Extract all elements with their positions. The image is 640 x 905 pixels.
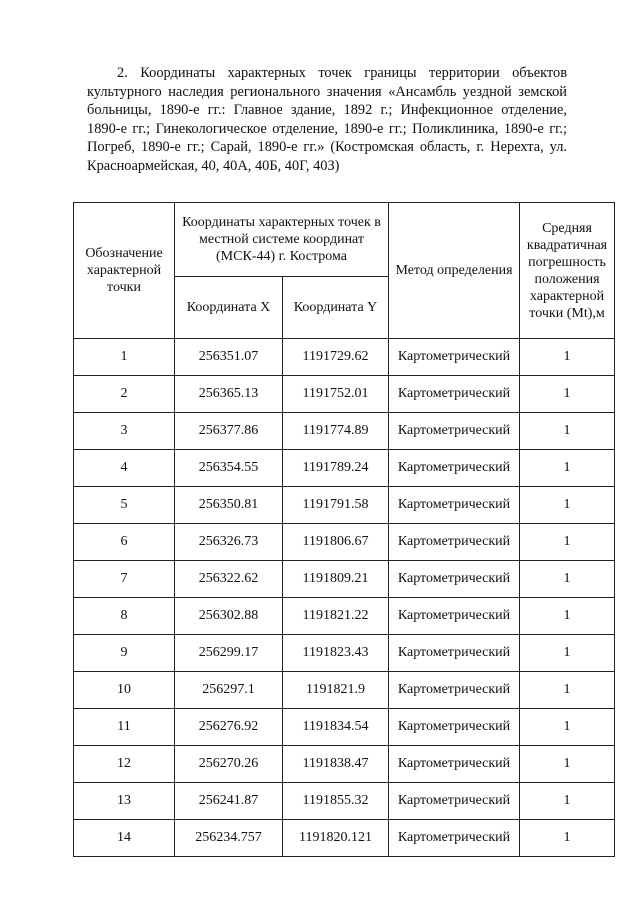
cell-point: 14 <box>74 820 175 857</box>
cell-point: 9 <box>74 635 175 672</box>
table-row <box>74 672 615 709</box>
cell-error: 1 <box>520 598 615 635</box>
cell-method: Картометрический <box>389 487 520 524</box>
cell-method: Картометрический <box>389 746 520 783</box>
cell-coord-x: 256354.55 <box>175 450 283 487</box>
table-row <box>74 746 615 783</box>
section-heading <box>87 64 567 176</box>
coordinates-table <box>73 202 615 857</box>
cell-coord-y: 1191823.43 <box>283 635 389 672</box>
cell-method: Картометрический <box>389 376 520 413</box>
cell-coord-x: 256241.87 <box>175 783 283 820</box>
table-row <box>74 376 615 413</box>
cell-coord-x: 256297.1 <box>175 672 283 709</box>
cell-error: 1 <box>520 561 615 598</box>
cell-error: 1 <box>520 746 615 783</box>
cell-coord-y: 1191838.47 <box>283 746 389 783</box>
cell-error: 1 <box>520 524 615 561</box>
cell-coord-y: 1191855.32 <box>283 783 389 820</box>
cell-method: Картометрический <box>389 820 520 857</box>
cell-coord-y: 1191806.67 <box>283 524 389 561</box>
cell-method: Картометрический <box>389 339 520 376</box>
header-method: Метод определения <box>389 203 520 339</box>
cell-point: 3 <box>74 413 175 450</box>
cell-coord-y: 1191809.21 <box>283 561 389 598</box>
cell-point: 10 <box>74 672 175 709</box>
cell-point: 4 <box>74 450 175 487</box>
cell-coord-y: 1191821.9 <box>283 672 389 709</box>
header-point: Обозначение характерной точки <box>74 203 175 339</box>
cell-coord-y: 1191774.89 <box>283 413 389 450</box>
cell-error: 1 <box>520 820 615 857</box>
table-row <box>74 598 615 635</box>
cell-method: Картометрический <box>389 598 520 635</box>
cell-method: Картометрический <box>389 672 520 709</box>
cell-point: 1 <box>74 339 175 376</box>
cell-error: 1 <box>520 672 615 709</box>
cell-error: 1 <box>520 635 615 672</box>
cell-point: 8 <box>74 598 175 635</box>
cell-point: 6 <box>74 524 175 561</box>
cell-coord-x: 256322.62 <box>175 561 283 598</box>
cell-error: 1 <box>520 783 615 820</box>
header-coord-x: Координата X <box>175 277 283 339</box>
cell-coord-x: 256377.86 <box>175 413 283 450</box>
cell-method: Картометрический <box>389 783 520 820</box>
cell-coord-x: 256350.81 <box>175 487 283 524</box>
cell-point: 5 <box>74 487 175 524</box>
cell-point: 7 <box>74 561 175 598</box>
cell-coord-x: 256365.13 <box>175 376 283 413</box>
cell-coord-x: 256299.17 <box>175 635 283 672</box>
cell-coord-y: 1191729.62 <box>283 339 389 376</box>
cell-coord-x: 256302.88 <box>175 598 283 635</box>
heading-number: 2. <box>117 65 128 81</box>
cell-point: 11 <box>74 709 175 746</box>
cell-coord-x: 256234.757 <box>175 820 283 857</box>
cell-coord-x: 256270.26 <box>175 746 283 783</box>
table-body <box>74 339 615 857</box>
cell-coord-y: 1191821.22 <box>283 598 389 635</box>
table-row <box>74 450 615 487</box>
table-row <box>74 709 615 746</box>
cell-method: Картометрический <box>389 450 520 487</box>
cell-error: 1 <box>520 709 615 746</box>
table-row <box>74 487 615 524</box>
cell-error: 1 <box>520 450 615 487</box>
header-coords-group: Координаты характерных точек в местной системе координат (МСК-44) г. Кострома <box>175 203 389 277</box>
cell-method: Картометрический <box>389 709 520 746</box>
table-row <box>74 339 615 376</box>
cell-coord-x: 256276.92 <box>175 709 283 746</box>
cell-method: Картометрический <box>389 524 520 561</box>
header-coord-y: Координата Y <box>283 277 389 339</box>
cell-coord-x: 256326.73 <box>175 524 283 561</box>
cell-coord-y: 1191789.24 <box>283 450 389 487</box>
cell-method: Картометрический <box>389 561 520 598</box>
cell-coord-y: 1191791.58 <box>283 487 389 524</box>
cell-point: 12 <box>74 746 175 783</box>
table-row <box>74 635 615 672</box>
cell-point: 2 <box>74 376 175 413</box>
cell-error: 1 <box>520 413 615 450</box>
cell-point: 13 <box>74 783 175 820</box>
cell-error: 1 <box>520 487 615 524</box>
cell-coord-y: 1191820.121 <box>283 820 389 857</box>
cell-error: 1 <box>520 376 615 413</box>
table-row <box>74 524 615 561</box>
cell-coord-x: 256351.07 <box>175 339 283 376</box>
cell-coord-y: 1191752.01 <box>283 376 389 413</box>
cell-method: Картометрический <box>389 413 520 450</box>
cell-coord-y: 1191834.54 <box>283 709 389 746</box>
table-row <box>74 820 615 857</box>
table-row <box>74 561 615 598</box>
header-error: Средняя квадратичная погрешность положения характерной точки (Mt),м <box>520 203 615 339</box>
cell-error: 1 <box>520 339 615 376</box>
table-row <box>74 413 615 450</box>
table-row <box>74 783 615 820</box>
cell-method: Картометрический <box>389 635 520 672</box>
heading-text: Координаты характерных точек границы территории объектов культурного наследия регионального значения «Ансамбль уездной земской больницы, 1890-е гг.: Главное здание, 1892 г.; Инфекционное отделение, 1890-е гг.; Гинекологическое отделение, 1890-е гг.; Поликлиника, 1890-е гг.; Погреб, 1890-е гг.; Сарай, 1890-е гг.» (Костромская область, г. Нерехта, ул. Красноармейская, 40, 40А, 40Б, 40Г, 40З) <box>87 65 567 174</box>
